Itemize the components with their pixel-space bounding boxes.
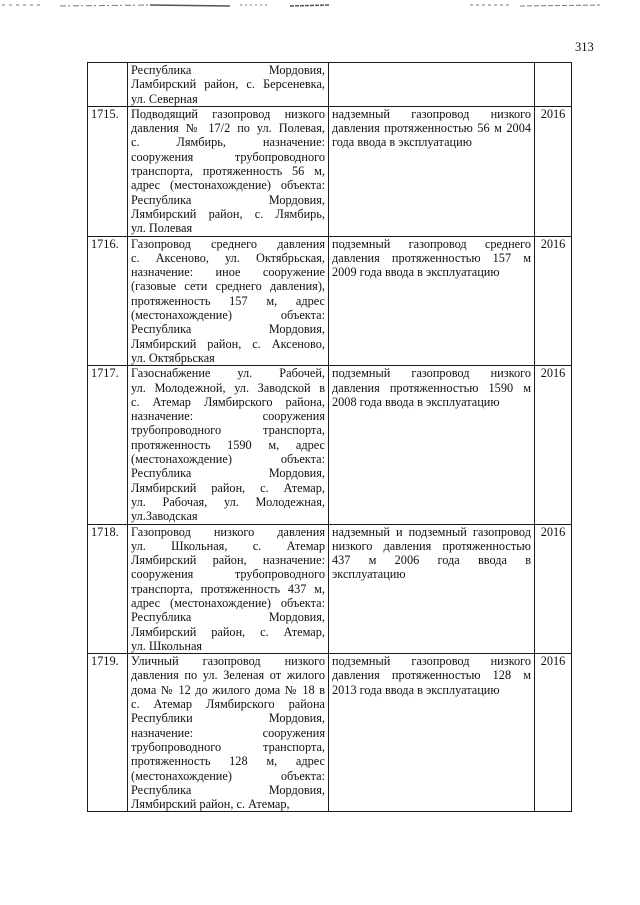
object-name-line: Республика Мордовия, — [131, 610, 325, 625]
object-name-cell — [128, 106, 329, 236]
object-name-line: ул. Школьная — [131, 638, 203, 653]
year-cell — [535, 63, 572, 107]
page-number: 313 — [575, 40, 594, 54]
object-name-line: Лямбирский район, назначение: — [131, 553, 325, 568]
object-description: подземный газопровод низкого давления протяженностью 1590 м 2008 года ввода в эксплуатацию — [329, 366, 535, 524]
year-cell: 2016 — [535, 366, 572, 524]
object-name-cell — [128, 366, 329, 524]
table-row — [88, 654, 572, 812]
object-name-cell — [128, 63, 329, 107]
object-name-line: с. Аксеново, ул. Октябрьская, — [131, 250, 325, 265]
object-name-line: Газопровод среднего давления — [131, 236, 325, 251]
object-name-line: адрес (местонахождение) объекта: — [131, 178, 325, 193]
object-name-line: дома № 12 до жилого дома № 18 в — [131, 682, 325, 697]
object-name-line: Лямбирский район, с. Атемар, — [131, 480, 325, 495]
object-name-line: с. Атемар Лямбирского района, — [131, 394, 325, 409]
object-name-line: ул.Заводская — [131, 509, 198, 524]
year-cell: 2016 — [535, 236, 572, 366]
object-name-line: ул. Школьная, с. Атемар — [131, 538, 325, 553]
year-cell: 2016 — [535, 524, 572, 654]
row-number: 1719. — [88, 654, 128, 812]
object-name-line: назначение: иное сооружение — [131, 265, 325, 280]
object-name-line: давления по ул. Зеленая от жилого — [131, 668, 325, 683]
row-number: 1716. — [88, 236, 128, 366]
object-name-line: протяженность 1590 м, адрес — [131, 437, 325, 452]
object-name-line: протяженность 157 м, адрес — [131, 293, 325, 308]
object-name-line: ул. Октябрьская — [131, 350, 215, 365]
object-name-line: Подводящий газопровод низкого — [131, 106, 325, 121]
object-name-line: Лямбирский район, с. Атемар, — [131, 624, 325, 639]
table-row — [88, 366, 572, 524]
object-name-line: Газопровод низкого давления — [131, 524, 325, 539]
object-description: подземный газопровод среднего давления протяженностью 157 м 2009 года ввода в эксплуатацию — [329, 236, 535, 366]
object-name-line: протяженность 128 м, адрес — [131, 754, 325, 769]
object-description — [329, 63, 535, 107]
scan-edge-artifact — [0, 0, 640, 14]
register-table — [87, 62, 572, 812]
object-name-cell — [128, 236, 329, 366]
object-name-line: адрес (местонахождение) объекта: — [131, 595, 325, 610]
object-name-line: Республика Мордовия, — [131, 466, 325, 481]
object-name-line: Республика Мордовия, — [131, 782, 325, 797]
object-name-line: Лямбирский район, с. Атемар, — [131, 797, 290, 812]
object-description: надземный и подземный газопровод низкого давления протяженностью 437 м 2006 года ввода в эксплуатацию — [329, 524, 535, 654]
row-number: 1718. — [88, 524, 128, 654]
object-name-line: назначение: сооружения — [131, 725, 325, 740]
object-name-line: трубопроводного транспорта, — [131, 423, 325, 438]
object-name-line: с. Лямбирь, назначение: — [131, 135, 325, 150]
object-name-line: Газоснабжение ул. Рабочей, — [131, 366, 325, 381]
object-name-line: ул. Молодежной, ул. Заводской в — [131, 380, 325, 395]
row-number: 1715. — [88, 106, 128, 236]
object-name-line: (местонахождение) объекта: — [131, 452, 325, 467]
year-cell: 2016 — [535, 654, 572, 812]
object-name-line: Ламбирский район, с. Берсеневка, — [131, 77, 325, 92]
object-name-line: сооружения трубопроводного — [131, 149, 325, 164]
object-name-line: ул. Северная — [131, 91, 198, 106]
object-name-line: Республика Мордовия, — [131, 322, 325, 337]
row-number — [88, 63, 128, 107]
object-name-line: ул. Полевая — [131, 221, 193, 236]
table-row — [88, 63, 572, 107]
object-name-line: назначение: сооружения — [131, 409, 325, 424]
object-name-line: трубопроводного транспорта, — [131, 739, 325, 754]
object-name-line: Уличный газопровод низкого — [131, 654, 325, 669]
object-name-line: Республика Мордовия, — [131, 192, 325, 207]
table-row — [88, 524, 572, 654]
object-description: надземный газопровод низкого давления протяженностью 56 м 2004 года ввода в эксплуатацию — [329, 106, 535, 236]
object-name-line: Лямбирский район, с. Аксеново, — [131, 336, 325, 351]
object-name-line: ул. Рабочая, ул. Молодежная, — [131, 494, 325, 509]
object-name-line: транспорта, протяженность 56 м, — [131, 164, 325, 179]
object-name-line: давления № 17/2 по ул. Полевая, — [131, 121, 325, 136]
year-cell: 2016 — [535, 106, 572, 236]
object-name-line: с. Атемар Лямбирского района — [131, 697, 325, 712]
object-name-line: (местонахождение) объекта: — [131, 768, 325, 783]
object-name-cell — [128, 654, 329, 812]
object-name-line: сооружения трубопроводного — [131, 567, 325, 582]
row-number: 1717. — [88, 366, 128, 524]
object-name-line: Республика Мордовия, — [131, 63, 325, 77]
object-name-line: Лямбирский район, с. Лямбирь, — [131, 206, 325, 221]
table-row — [88, 106, 572, 236]
object-name-cell — [128, 524, 329, 654]
object-name-line: (газовые сети среднего давления), — [131, 279, 325, 294]
table-row — [88, 236, 572, 366]
object-name-line: (местонахождение) объекта: — [131, 308, 325, 323]
object-name-line: Республики Мордовия, — [131, 711, 325, 726]
object-name-line: транспорта, протяженность 437 м, — [131, 581, 325, 596]
object-description: подземный газопровод низкого давления протяженностью 128 м 2013 года ввода в эксплуатацию — [329, 654, 535, 812]
